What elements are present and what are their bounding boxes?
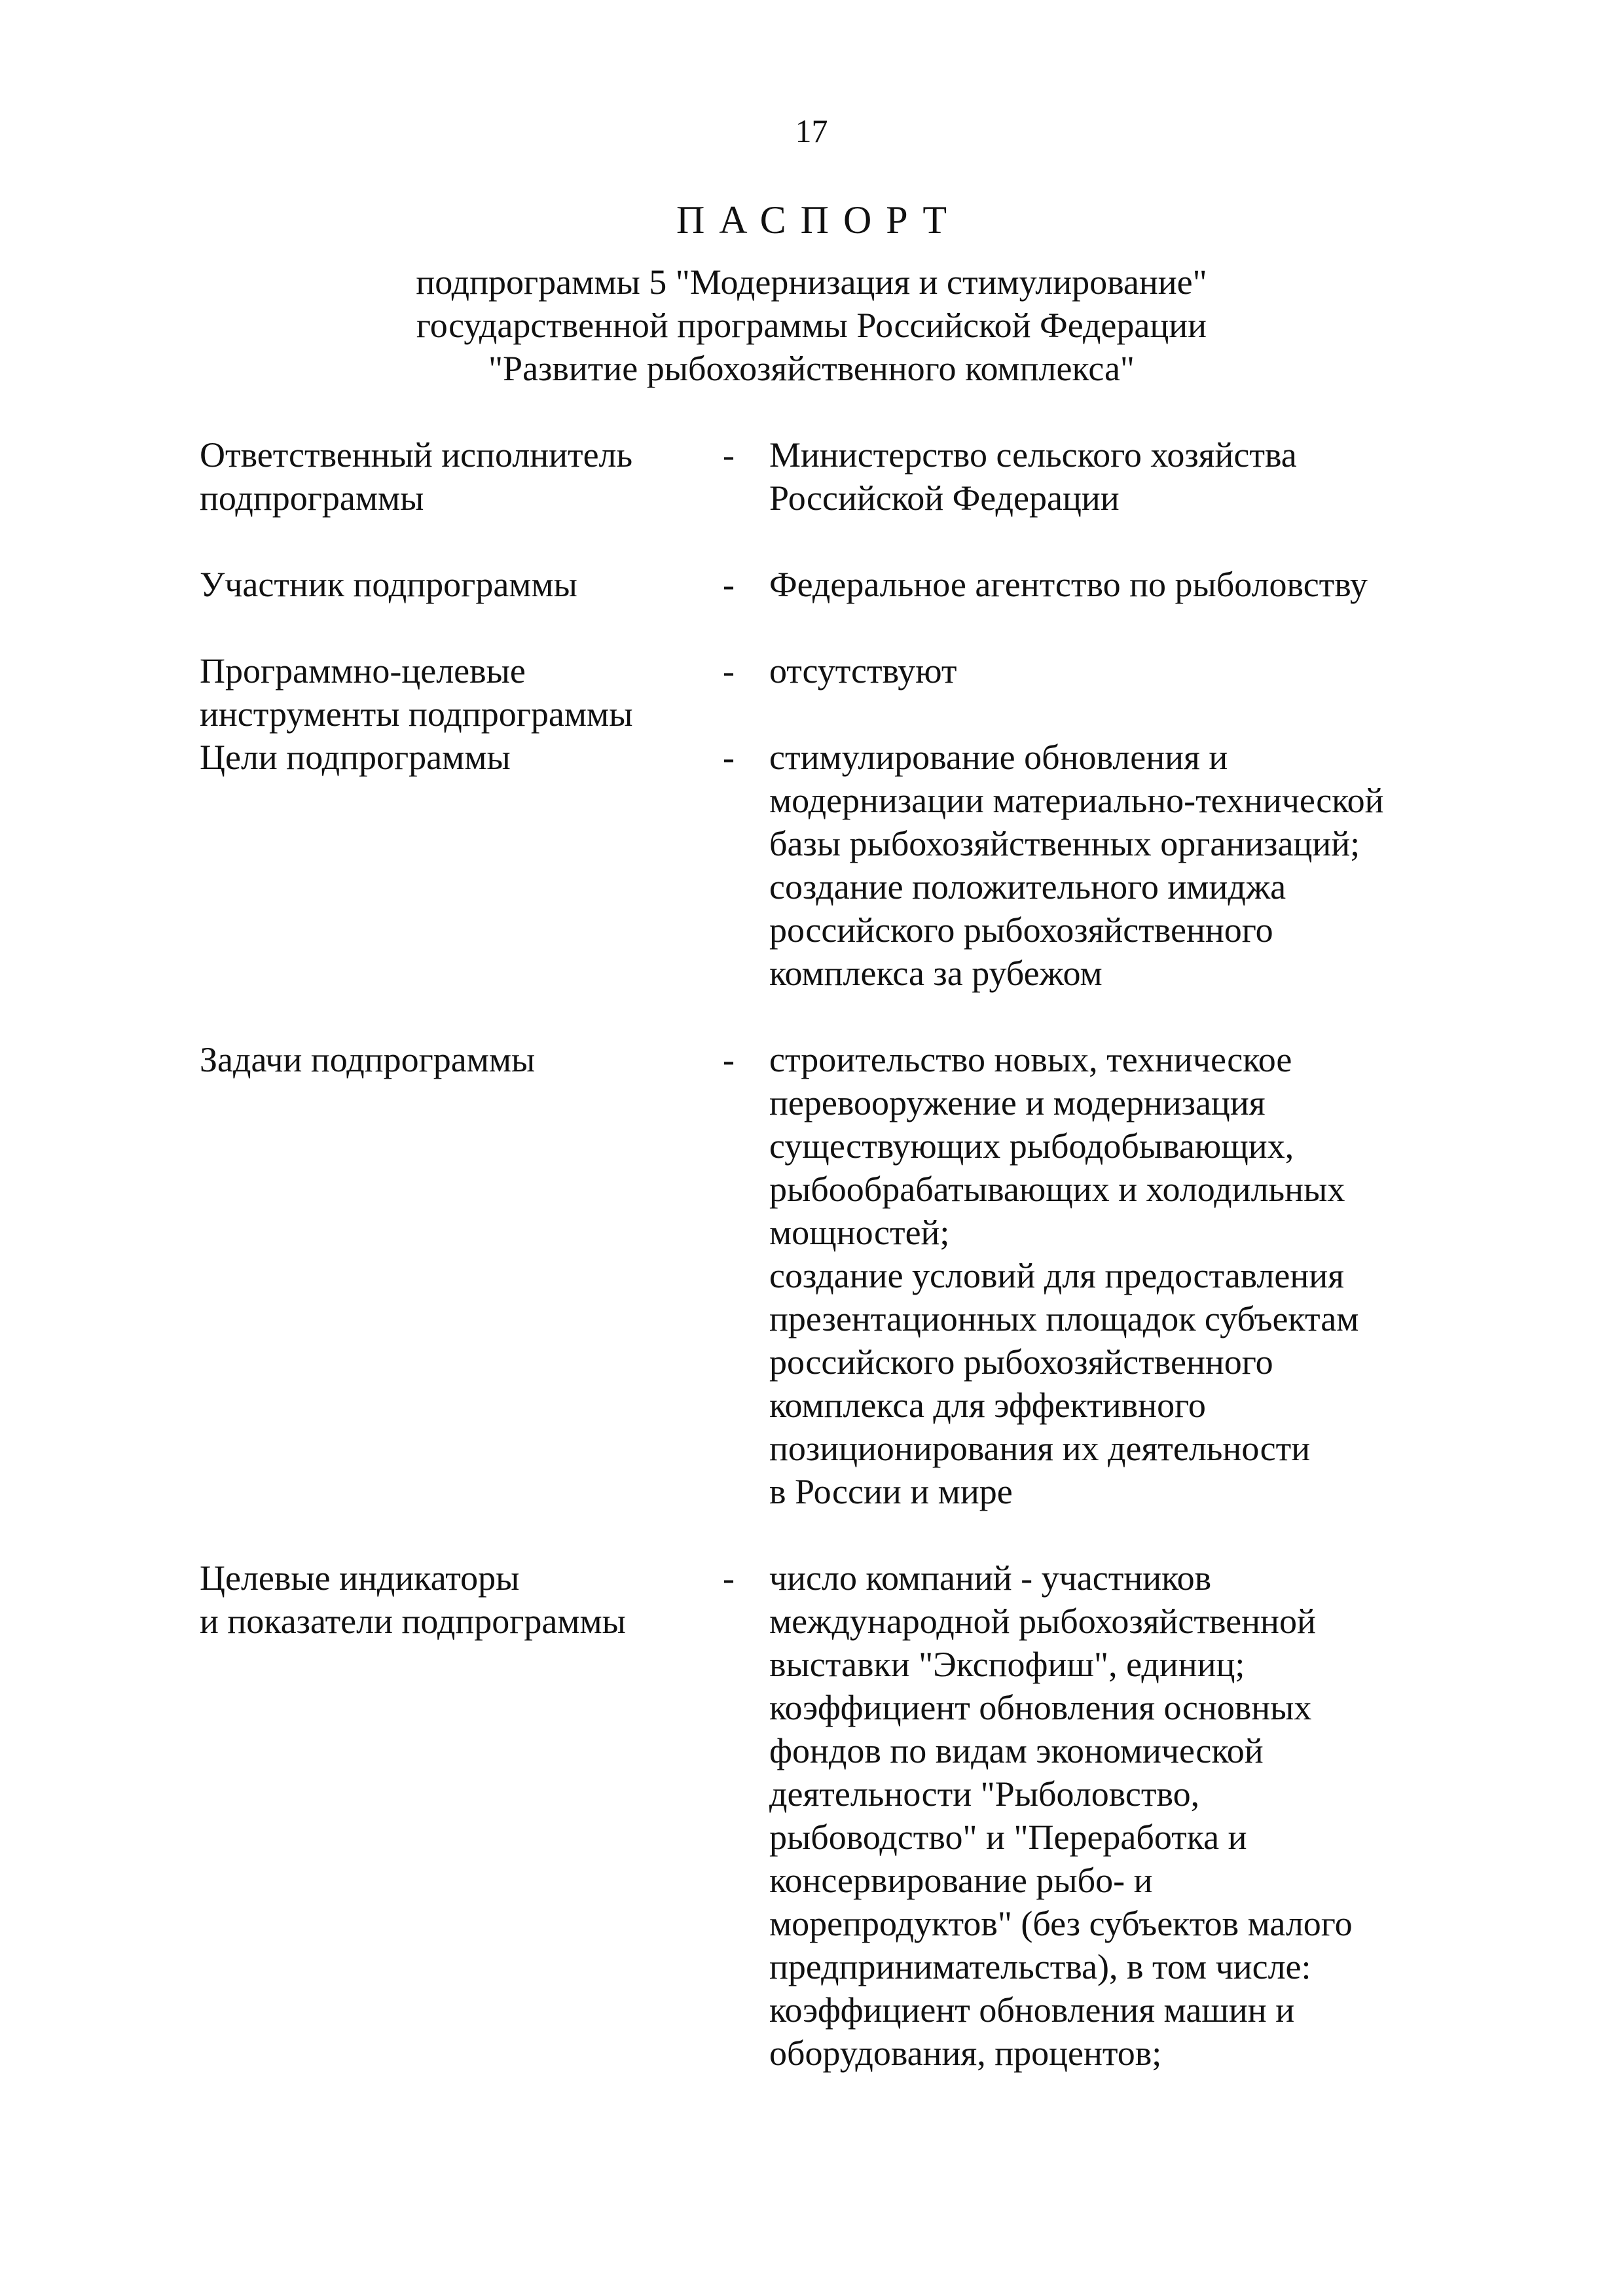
value-line: деятельности "Рыболовство, — [769, 1774, 1200, 1814]
page-title: ПАСПОРТ — [676, 198, 962, 242]
value-line: число компаний - участников — [769, 1558, 1212, 1598]
passport-row-tasks — [200, 1038, 1444, 1513]
value-line: консервирование рыбо- и — [769, 1861, 1153, 1900]
value-line: коэффициент обновления основных — [769, 1688, 1312, 1727]
value-line: Министерство сельского хозяйства — [769, 435, 1297, 475]
row-label — [200, 736, 704, 779]
label-line: Целевые индикаторы — [200, 1558, 520, 1598]
passport-row-participant — [200, 563, 1444, 606]
row-dash: - — [723, 738, 735, 777]
subtitle-line: "Развитие рыбохозяйственного комплекса" — [488, 349, 1135, 388]
value-line: морепродуктов" (без субъектов малого — [769, 1904, 1353, 1943]
value-line: рыбоводство" и "Переработка и — [769, 1818, 1247, 1857]
row-label — [200, 1038, 704, 1081]
value-line: Федеральное агентство по рыболовству — [769, 565, 1368, 604]
row-value — [769, 563, 1444, 606]
row-label — [200, 1556, 704, 1643]
passport-table — [200, 433, 1444, 2075]
value-line: создание условий для предоставления — [769, 1256, 1345, 1295]
row-dash: - — [723, 1558, 735, 1598]
value-line: строительство новых, техническое — [769, 1040, 1292, 1079]
value-line: базы рыбохозяйственных организаций; — [769, 824, 1360, 863]
row-label — [200, 563, 704, 606]
row-value — [769, 649, 1444, 692]
value-line: модернизации материально-технической — [769, 781, 1384, 820]
row-value — [769, 1038, 1444, 1513]
label-line: и показатели подпрограммы — [200, 1602, 626, 1641]
value-line: создание положительного имиджа — [769, 867, 1286, 906]
label-line: Участник подпрограммы — [200, 565, 577, 604]
label-line: инструменты подпрограммы — [200, 694, 633, 734]
value-line: коэффициент обновления машин и — [769, 1990, 1295, 2030]
label-line: Ответственный исполнитель — [200, 435, 633, 475]
row-dash: - — [723, 435, 735, 475]
row-dash: - — [723, 1040, 735, 1079]
row-value — [769, 736, 1444, 995]
page-number: 17 — [795, 113, 828, 149]
value-line: оборудования, процентов; — [769, 2034, 1162, 2073]
label-line: Задачи подпрограммы — [200, 1040, 536, 1079]
value-line: существующих рыбодобывающих, — [769, 1126, 1294, 1166]
value-line: российского рыбохозяйственного — [769, 1342, 1273, 1382]
passport-row-indicators — [200, 1556, 1444, 2075]
row-dash: - — [723, 651, 735, 691]
row-value — [769, 1556, 1444, 2075]
row-label — [200, 433, 704, 520]
subtitle-line: подпрограммы 5 "Модернизация и стимулирование" — [416, 262, 1207, 302]
value-line: комплекса для эффективного — [769, 1386, 1206, 1425]
value-line: комплекса за рубежом — [769, 954, 1103, 993]
value-line: в России и мире — [769, 1472, 1013, 1511]
value-line: фондов по видам экономической — [769, 1731, 1264, 1770]
row-dash: - — [723, 565, 735, 604]
passport-row-instruments — [200, 649, 1444, 736]
row-value — [769, 433, 1444, 520]
value-line: Российской Федерации — [769, 478, 1120, 518]
subtitle-line: государственной программы Российской Федерации — [416, 306, 1207, 345]
label-line: Цели подпрограммы — [200, 738, 511, 777]
value-line: стимулирование обновления и — [769, 738, 1228, 777]
page-subtitle — [0, 260, 1623, 390]
row-label — [200, 649, 704, 736]
value-line: перевооружение и модернизация — [769, 1083, 1266, 1122]
value-line: рыбообрабатывающих и холодильных — [769, 1170, 1345, 1209]
value-line: выставки "Экспофиш", единиц; — [769, 1645, 1245, 1684]
passport-row-goals — [200, 736, 1444, 995]
passport-row-responsible — [200, 433, 1444, 520]
value-line: позиционирования их деятельности — [769, 1429, 1311, 1468]
value-line: мощностей; — [769, 1213, 950, 1252]
label-line: Программно-целевые — [200, 651, 526, 691]
value-line: российского рыбохозяйственного — [769, 910, 1273, 950]
value-line: отсутствуют — [769, 651, 957, 691]
value-line: предпринимательства), в том числе: — [769, 1947, 1311, 1986]
label-line: подпрограммы — [200, 478, 424, 518]
value-line: презентационных площадок субъектам — [769, 1299, 1359, 1338]
value-line: международной рыбохозяйственной — [769, 1602, 1316, 1641]
